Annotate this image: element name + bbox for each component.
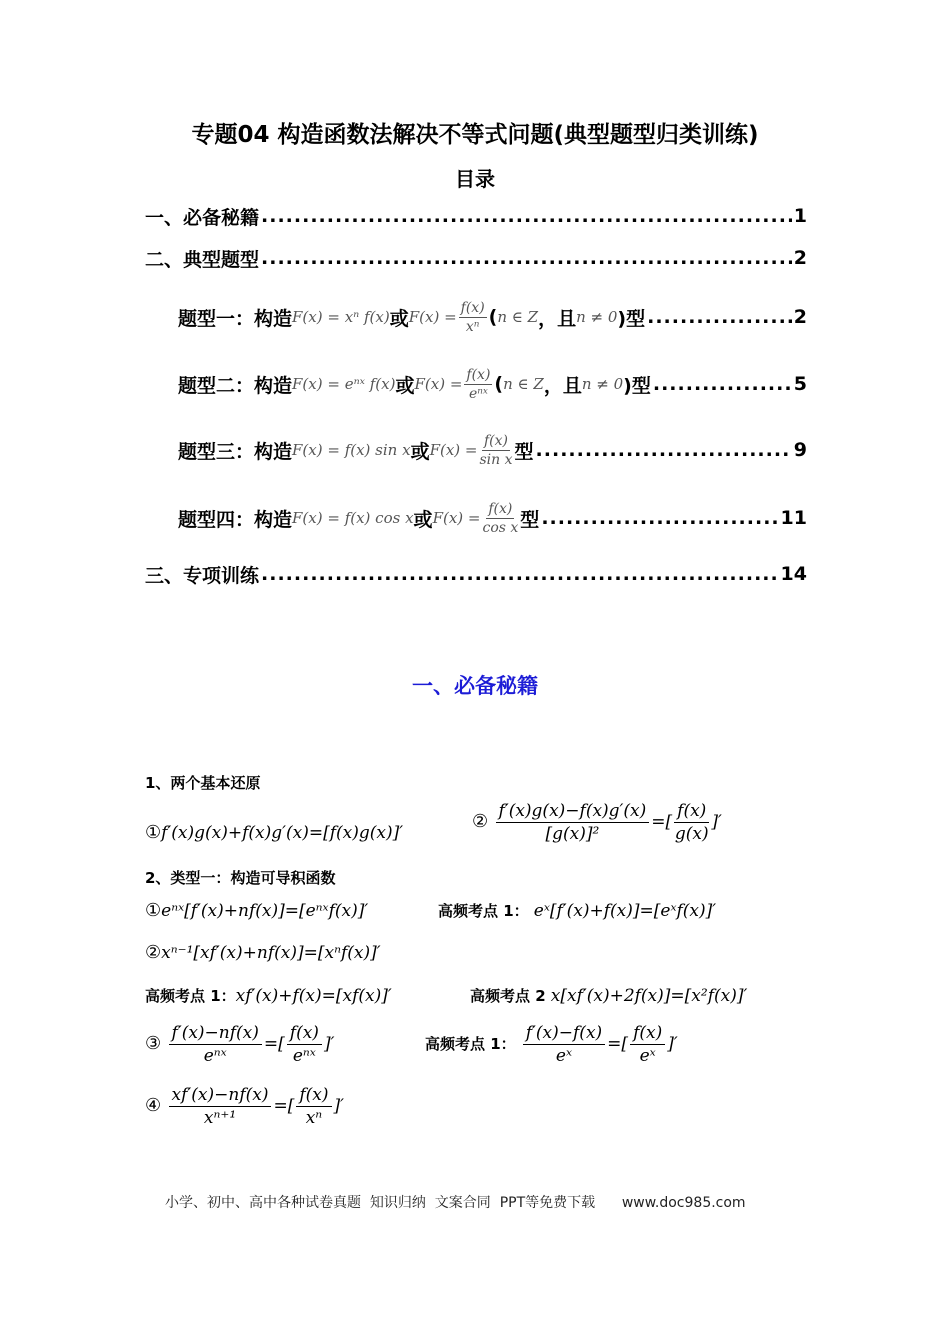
formula: F(x) = eⁿˣ f(x): [292, 375, 396, 393]
toc-label: 题型四：构造: [178, 508, 293, 531]
formula-fraction: [496, 800, 650, 845]
formula-text: eˣ[f′(x)+f(x)]=[eˣf(x)]′: [533, 901, 717, 921]
toc-label: 三、专项训练: [145, 564, 260, 587]
toc-connector: ，且: [543, 374, 582, 397]
formula-text: ]′: [323, 1034, 335, 1054]
formula-text: f′(x)g(x)+f(x)g′(x)=[f(x)g(x)]′: [161, 823, 404, 843]
formula-exp-quotient: [145, 1022, 334, 1067]
formula-text: =[: [273, 1096, 295, 1116]
formula: F(x) = f(x) sin x: [292, 441, 411, 459]
key-point-1: [438, 900, 716, 921]
toc-page: 9: [793, 439, 807, 461]
key-point-2: [470, 985, 747, 1006]
toc-label: 二、典型题型: [145, 248, 260, 271]
toc-suffix: 型: [514, 440, 534, 463]
formula-product-rule: [145, 822, 403, 843]
item-marker: ③: [145, 1033, 162, 1054]
toc-page: 1: [793, 205, 807, 227]
formula-text: =[: [651, 812, 673, 832]
formula-fraction: [464, 366, 492, 403]
paren-open: (: [488, 306, 498, 328]
toc-leader: [261, 563, 779, 585]
toc-suffix: )型: [617, 307, 646, 330]
toc-entry-section-3[interactable]: [145, 559, 807, 589]
fraction-numerator: f′(x)−nf(x): [169, 1022, 262, 1045]
fraction-numerator: f(x): [296, 1084, 331, 1107]
formula-fraction: [482, 500, 518, 537]
item-marker: ①: [145, 900, 162, 921]
fraction-denominator: eˣ: [639, 1046, 656, 1066]
formula-lhs: F(x) =: [432, 509, 481, 527]
formula: F(x) = f(x) cos x: [292, 509, 414, 527]
toc-page: 14: [780, 563, 807, 585]
toc-page: 2: [793, 306, 807, 328]
fraction-denominator: eⁿˣ: [468, 385, 488, 402]
formula-fraction: [296, 1084, 331, 1129]
fraction-denominator: sin x: [479, 451, 513, 468]
toc-entry-type-3[interactable]: [178, 430, 807, 470]
fraction-numerator: f(x): [484, 432, 509, 449]
toc-connector: 或: [413, 508, 433, 531]
formula-text: =[: [263, 1034, 285, 1054]
toc-entry-section-2[interactable]: [145, 243, 807, 273]
fraction-numerator: f′(x)g(x)−f(x)g′(x): [496, 800, 650, 823]
formula-text: x[xf′(x)+2f(x)]=[x²f(x)]′: [550, 986, 748, 1006]
formula-lhs: F(x) =: [429, 441, 478, 459]
formula-quotient-rule: [472, 800, 722, 845]
subheading-type-one: 2、类型一：构造可导积函数: [145, 869, 336, 887]
condition: n ∈ Z: [497, 308, 539, 326]
toc-label: 题型三：构造: [178, 440, 293, 463]
fraction-numerator: f(x): [674, 800, 709, 823]
toc-suffix: 型: [520, 508, 540, 531]
formula-lhs: F(x) =: [408, 308, 457, 326]
formula-text: eⁿˣ[f′(x)+nf(x)]=[eⁿˣf(x)]′: [161, 901, 369, 921]
fraction-numerator: f(x): [630, 1022, 665, 1045]
toc-label: 一、必备秘籍: [145, 206, 260, 229]
toc-connector: 或: [410, 440, 430, 463]
item-marker: ②: [472, 811, 489, 832]
toc-page: 2: [793, 247, 807, 269]
key-point-label: 高频考点 2: [470, 987, 546, 1005]
key-point-label: 高频考点 1：: [145, 987, 236, 1005]
page-footer: 小学、初中、高中各种试卷真题 知识归纳 文案合同 PPT等免费下载 www.doc985.com: [165, 1195, 746, 1211]
toc-connector: ，且: [538, 307, 577, 330]
item-marker: ②: [145, 942, 162, 963]
toc-page: 5: [793, 373, 807, 395]
formula-text: ]′: [711, 812, 722, 832]
formula-text: xf′(x)+f(x)=[xf(x)]′: [235, 986, 392, 1006]
toc-entry-type-2[interactable]: [178, 364, 807, 404]
formula-fraction: [523, 1022, 605, 1067]
toc-entry-section-1[interactable]: [145, 201, 807, 231]
condition: n ≠ 0: [576, 308, 618, 326]
toc-leader: [261, 247, 792, 269]
formula-fraction: [480, 432, 513, 469]
fraction-denominator: eⁿˣ: [203, 1046, 227, 1066]
formula-fraction: [630, 1022, 665, 1067]
formula: F(x) = xⁿ f(x): [292, 308, 390, 326]
formula-power-product: [145, 942, 381, 963]
toc-page: 11: [780, 507, 807, 529]
fraction-denominator: [g(x)]²: [545, 824, 600, 844]
toc-entry-type-1[interactable]: [178, 297, 807, 337]
section-heading: 一、必备秘籍: [412, 674, 538, 698]
formula-text: =[: [607, 1034, 629, 1054]
formula-power-quotient: [145, 1084, 344, 1129]
toc-leader: [647, 306, 792, 328]
fraction-denominator: eˣ: [555, 1046, 573, 1066]
key-point-label: 高频考点 1：: [425, 1035, 516, 1053]
toc-leader: [653, 373, 792, 395]
document-title: 专题04 构造函数法解决不等式问题(典型题型归类训练): [191, 122, 759, 148]
condition: n ≠ 0: [581, 375, 624, 393]
formula-text: ]′: [333, 1096, 345, 1116]
item-marker: ①: [145, 822, 162, 843]
paren-open: (: [494, 373, 504, 395]
toc-label: 题型二：构造: [178, 374, 293, 397]
toc-connector: 或: [389, 307, 409, 330]
toc-leader: [541, 507, 778, 529]
subheading-basic-restore: 1、两个基本还原: [145, 774, 261, 792]
toc-leader: [261, 205, 792, 227]
formula-fraction: [674, 800, 709, 845]
fraction-denominator: xⁿ: [465, 318, 480, 335]
formula-text: ]′: [667, 1034, 678, 1054]
toc-label: 题型一：构造: [178, 307, 293, 330]
condition: n ∈ Z: [503, 375, 544, 393]
fraction-numerator: xf′(x)−nf(x): [169, 1084, 272, 1107]
formula-fraction: [169, 1084, 272, 1129]
fraction-numerator: f′(x)−f(x): [523, 1022, 605, 1045]
toc-leader: [536, 439, 792, 461]
fraction-denominator: eⁿˣ: [292, 1046, 316, 1066]
fraction-numerator: f(x): [488, 500, 513, 517]
formula-fraction: [287, 1022, 322, 1067]
formula-fraction: [169, 1022, 262, 1067]
fraction-numerator: f(x): [460, 299, 485, 316]
key-point-label: 高频考点 1：: [438, 902, 529, 920]
key-point-1-x: [145, 985, 392, 1006]
fraction-denominator: g(x): [674, 824, 709, 844]
toc-suffix: )型: [623, 374, 651, 397]
formula-fraction: [459, 299, 487, 336]
key-point-1-exp: [425, 1022, 678, 1067]
formula-text: xⁿ⁻¹[xf′(x)+nf(x)]=[xⁿf(x)]′: [161, 943, 381, 963]
toc-connector: 或: [395, 374, 415, 397]
fraction-denominator: xⁿ: [305, 1108, 323, 1128]
item-marker: ④: [145, 1095, 162, 1116]
fraction-denominator: cos x: [482, 519, 519, 536]
toc-heading: 目录: [455, 167, 495, 191]
formula-exp-product: [145, 900, 368, 921]
fraction-numerator: f(x): [287, 1022, 322, 1045]
fraction-denominator: xⁿ⁺¹: [203, 1108, 237, 1128]
formula-lhs: F(x) =: [414, 375, 463, 393]
fraction-numerator: f(x): [466, 366, 491, 383]
toc-entry-type-4[interactable]: [178, 498, 807, 538]
